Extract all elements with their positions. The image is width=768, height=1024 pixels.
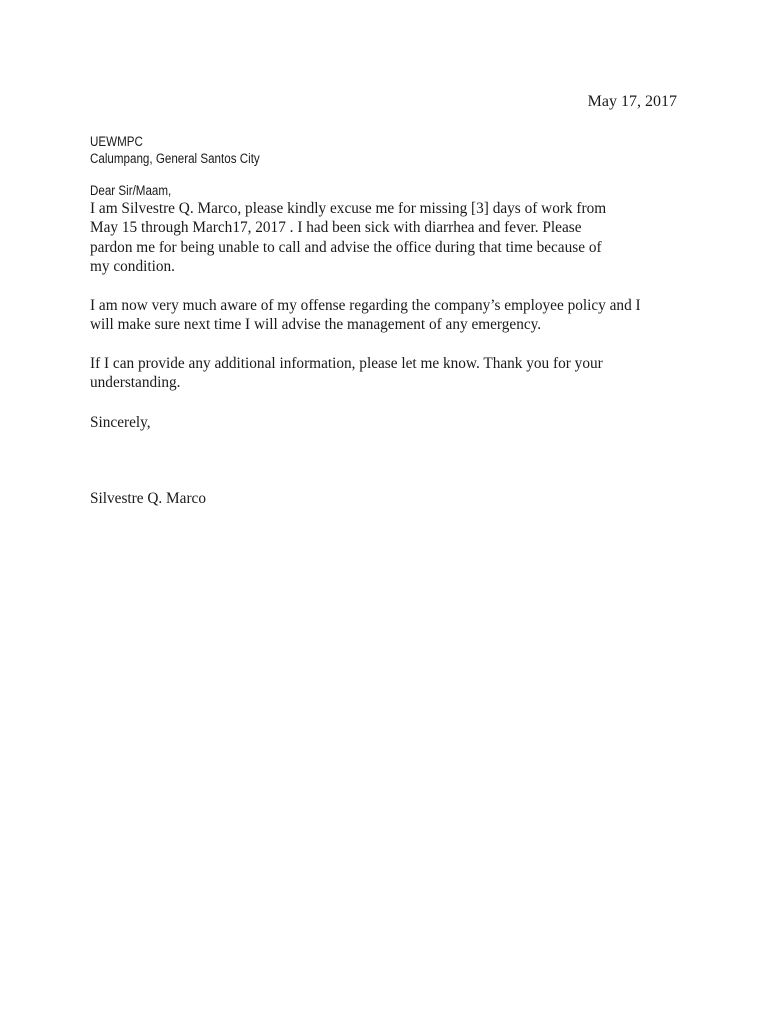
paragraph-line: will make sure next time I will advise the management of any emergency. bbox=[90, 316, 542, 334]
paragraph-line: If I can provide any additional information, please let me know. Thank you for your bbox=[90, 355, 603, 372]
paragraph-3 bbox=[90, 354, 603, 393]
paragraph-line: I am Silvestre Q. Marco, please kindly excuse me for missing [3] days of work from bbox=[90, 200, 607, 217]
recipient-address: Calumpang, General Santos City bbox=[90, 151, 260, 166]
paragraph-1 bbox=[90, 199, 606, 276]
paragraph-line: my condition. bbox=[90, 257, 175, 275]
closing: Sincerely, bbox=[90, 414, 151, 431]
salutation: Dear Sir/Maam, bbox=[90, 183, 172, 198]
paragraph-line: pardon me for being unable to call and advise the office during that time because of bbox=[90, 238, 602, 256]
recipient-name: UEWMPC bbox=[90, 134, 143, 149]
recipient-block bbox=[90, 133, 260, 167]
paragraph-2 bbox=[90, 296, 641, 335]
signature-name: Silvestre Q. Marco bbox=[90, 490, 206, 507]
paragraph-line: May 15 through March17, 2017 . I had been sick with diarrhea and fever. Please bbox=[90, 219, 582, 237]
letter-date: May 17, 2017 bbox=[587, 93, 677, 110]
paragraph-line: I am now very much aware of my offense regarding the company’s employee policy and I bbox=[90, 297, 641, 314]
paragraph-line: understanding. bbox=[90, 374, 181, 392]
